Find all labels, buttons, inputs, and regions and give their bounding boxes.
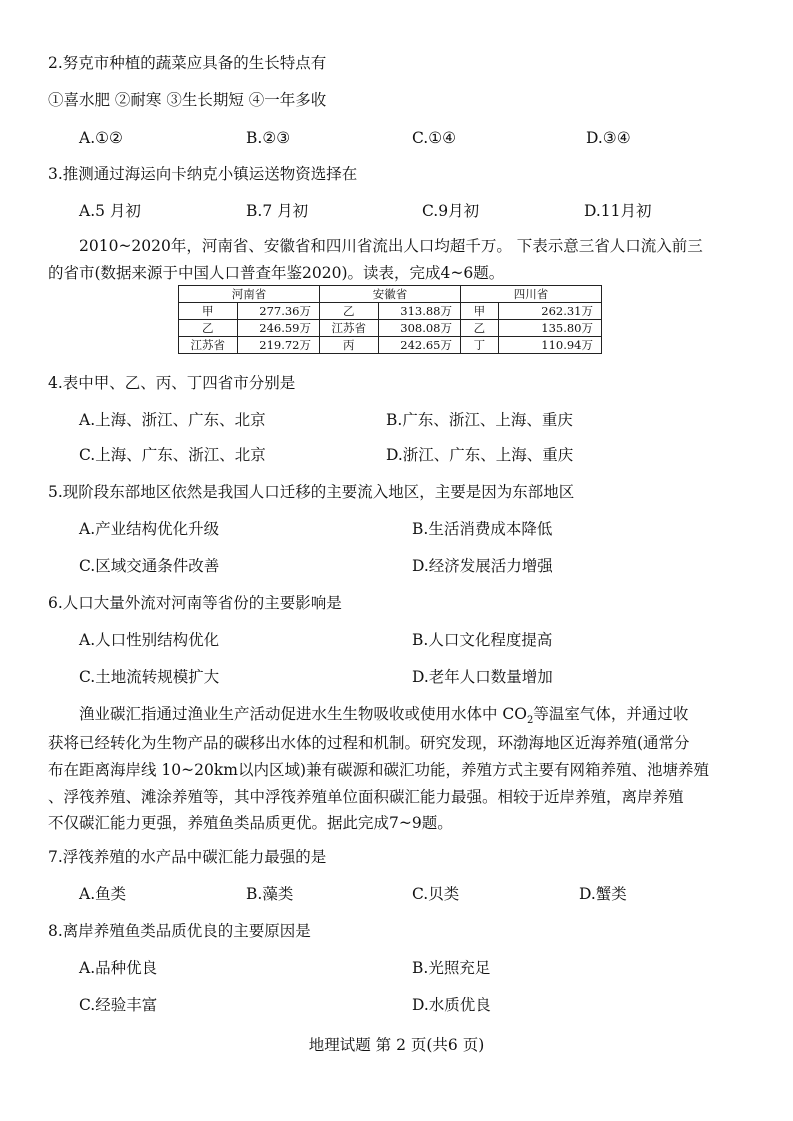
table-cell: 江苏省 <box>320 320 379 337</box>
table-cell: 313.88万 <box>378 303 460 320</box>
q2-option-d: D.③④ <box>586 129 631 147</box>
intro2-line3: 布在距离海岸线 10~20km以内区域)兼有碳源和碳汇功能，养殖方式主要有网箱养殖、池塘养殖 <box>48 761 710 779</box>
intro2-line4: 、浮筏养殖、滩涂养殖等，其中浮筏养殖单位面积碳汇能力最强。相较于近岸养殖，离岸养殖 <box>48 788 684 806</box>
q7-option-d: D.蟹类 <box>579 885 627 903</box>
q2-option-b: B.②③ <box>246 129 291 147</box>
page-footer: 地理试题 第 2 页(共6 页) <box>308 1036 485 1054</box>
table-header-sichuan: 四川省 <box>461 286 602 303</box>
table-header-anhui: 安徽省 <box>320 286 461 303</box>
q6-option-d: D.老年人口数量增加 <box>412 668 553 686</box>
q3-option-d: D.11月初 <box>584 202 652 220</box>
table-cell: 219.72万 <box>237 337 319 354</box>
table-cell: 246.59万 <box>237 320 319 337</box>
table-row <box>179 337 602 354</box>
q7-option-c: C.贝类 <box>412 885 460 903</box>
table-cell: 乙 <box>179 320 238 337</box>
q2-option-a: A.①② <box>79 129 123 147</box>
q3-stem: 3.推测通过海运向卡纳克小镇运送物资选择在 <box>48 165 358 183</box>
q8-stem: 8.离岸养殖鱼类品质优良的主要原因是 <box>48 922 311 940</box>
table-header-henan: 河南省 <box>179 286 320 303</box>
q5-option-d: D.经济发展活力增强 <box>412 557 553 575</box>
q3-option-c: C.9月初 <box>422 202 480 220</box>
population-table <box>178 285 602 354</box>
table-cell: 262.31万 <box>498 303 601 320</box>
table-cell: 江苏省 <box>179 337 238 354</box>
q3-option-b: B.7 月初 <box>246 202 309 220</box>
intro2-line2: 获将已经转化为生物产品的碳移出水体的过程和机制。研究发现，环渤海地区近海养殖(通常分 <box>48 734 690 752</box>
intro2-line1 <box>79 704 688 731</box>
table-cell: 135.80万 <box>498 320 601 337</box>
table-cell: 甲 <box>461 303 499 320</box>
q4-option-d: D.浙江、广东、上海、重庆 <box>386 446 574 464</box>
intro2-line1-text-a: 渔业碳汇指通过渔业生产活动促进水生生物吸收或使用水体中 CO <box>79 705 527 723</box>
table-cell: 乙 <box>320 303 379 320</box>
table-cell: 242.65万 <box>378 337 460 354</box>
table-cell: 丁 <box>461 337 499 354</box>
q7-stem: 7.浮筏养殖的水产品中碳汇能力最强的是 <box>48 848 327 866</box>
intro1-line2: 的省市(数据来源于中国人口普查年鉴2020)。读表，完成4~6题。 <box>48 264 505 282</box>
q2-items: ①喜水肥 ②耐寒 ③生长期短 ④一年多收 <box>48 91 327 109</box>
q8-option-a: A.品种优良 <box>79 959 158 977</box>
table-cell: 110.94万 <box>498 337 601 354</box>
table-row <box>179 303 602 320</box>
table-cell: 277.36万 <box>237 303 319 320</box>
q3-option-a: A.5 月初 <box>79 202 141 220</box>
intro2-line1-text-b: 等温室气体，并通过收 <box>533 705 689 723</box>
co2-subscript: 2 <box>527 715 534 727</box>
table-header-row <box>179 286 602 303</box>
q8-option-d: D.水质优良 <box>412 996 491 1014</box>
q7-option-b: B.藻类 <box>246 885 294 903</box>
q5-option-a: A.产业结构优化升级 <box>79 520 220 538</box>
intro1-line1: 2010~2020年，河南省、安徽省和四川省流出人口均超千万。 下表示意三省人口流入前三 <box>79 237 703 255</box>
q5-stem: 5.现阶段东部地区依然是我国人口迁移的主要流入地区，主要是因为东部地区 <box>48 483 575 501</box>
q8-option-b: B.光照充足 <box>412 959 491 977</box>
q6-option-c: C.土地流转规模扩大 <box>79 668 220 686</box>
q4-option-a: A.上海、浙江、广东、北京 <box>79 411 266 429</box>
q5-option-b: B.生活消费成本降低 <box>412 520 553 538</box>
table-cell: 308.08万 <box>378 320 460 337</box>
q5-option-c: C.区域交通条件改善 <box>79 557 220 575</box>
q6-stem: 6.人口大量外流对河南等省份的主要影响是 <box>48 594 342 612</box>
q4-option-b: B.广东、浙江、上海、重庆 <box>386 411 573 429</box>
q2-option-c: C.①④ <box>412 129 457 147</box>
table-cell: 甲 <box>179 303 238 320</box>
table-row <box>179 320 602 337</box>
q4-option-c: C.上海、广东、浙江、北京 <box>79 446 266 464</box>
q6-option-a: A.人口性别结构优化 <box>79 631 220 649</box>
q7-option-a: A.鱼类 <box>79 885 127 903</box>
q2-stem: 2.努克市种植的蔬菜应具备的生长特点有 <box>48 54 327 72</box>
q6-option-b: B.人口文化程度提高 <box>412 631 553 649</box>
table-cell: 乙 <box>461 320 499 337</box>
q4-stem: 4.表中甲、乙、丙、丁四省市分别是 <box>48 374 296 392</box>
intro2-line5: 不仅碳汇能力更强，养殖鱼类品质更优。据此完成7~9题。 <box>48 814 453 832</box>
q8-option-c: C.经验丰富 <box>79 996 158 1014</box>
table-cell: 丙 <box>320 337 379 354</box>
